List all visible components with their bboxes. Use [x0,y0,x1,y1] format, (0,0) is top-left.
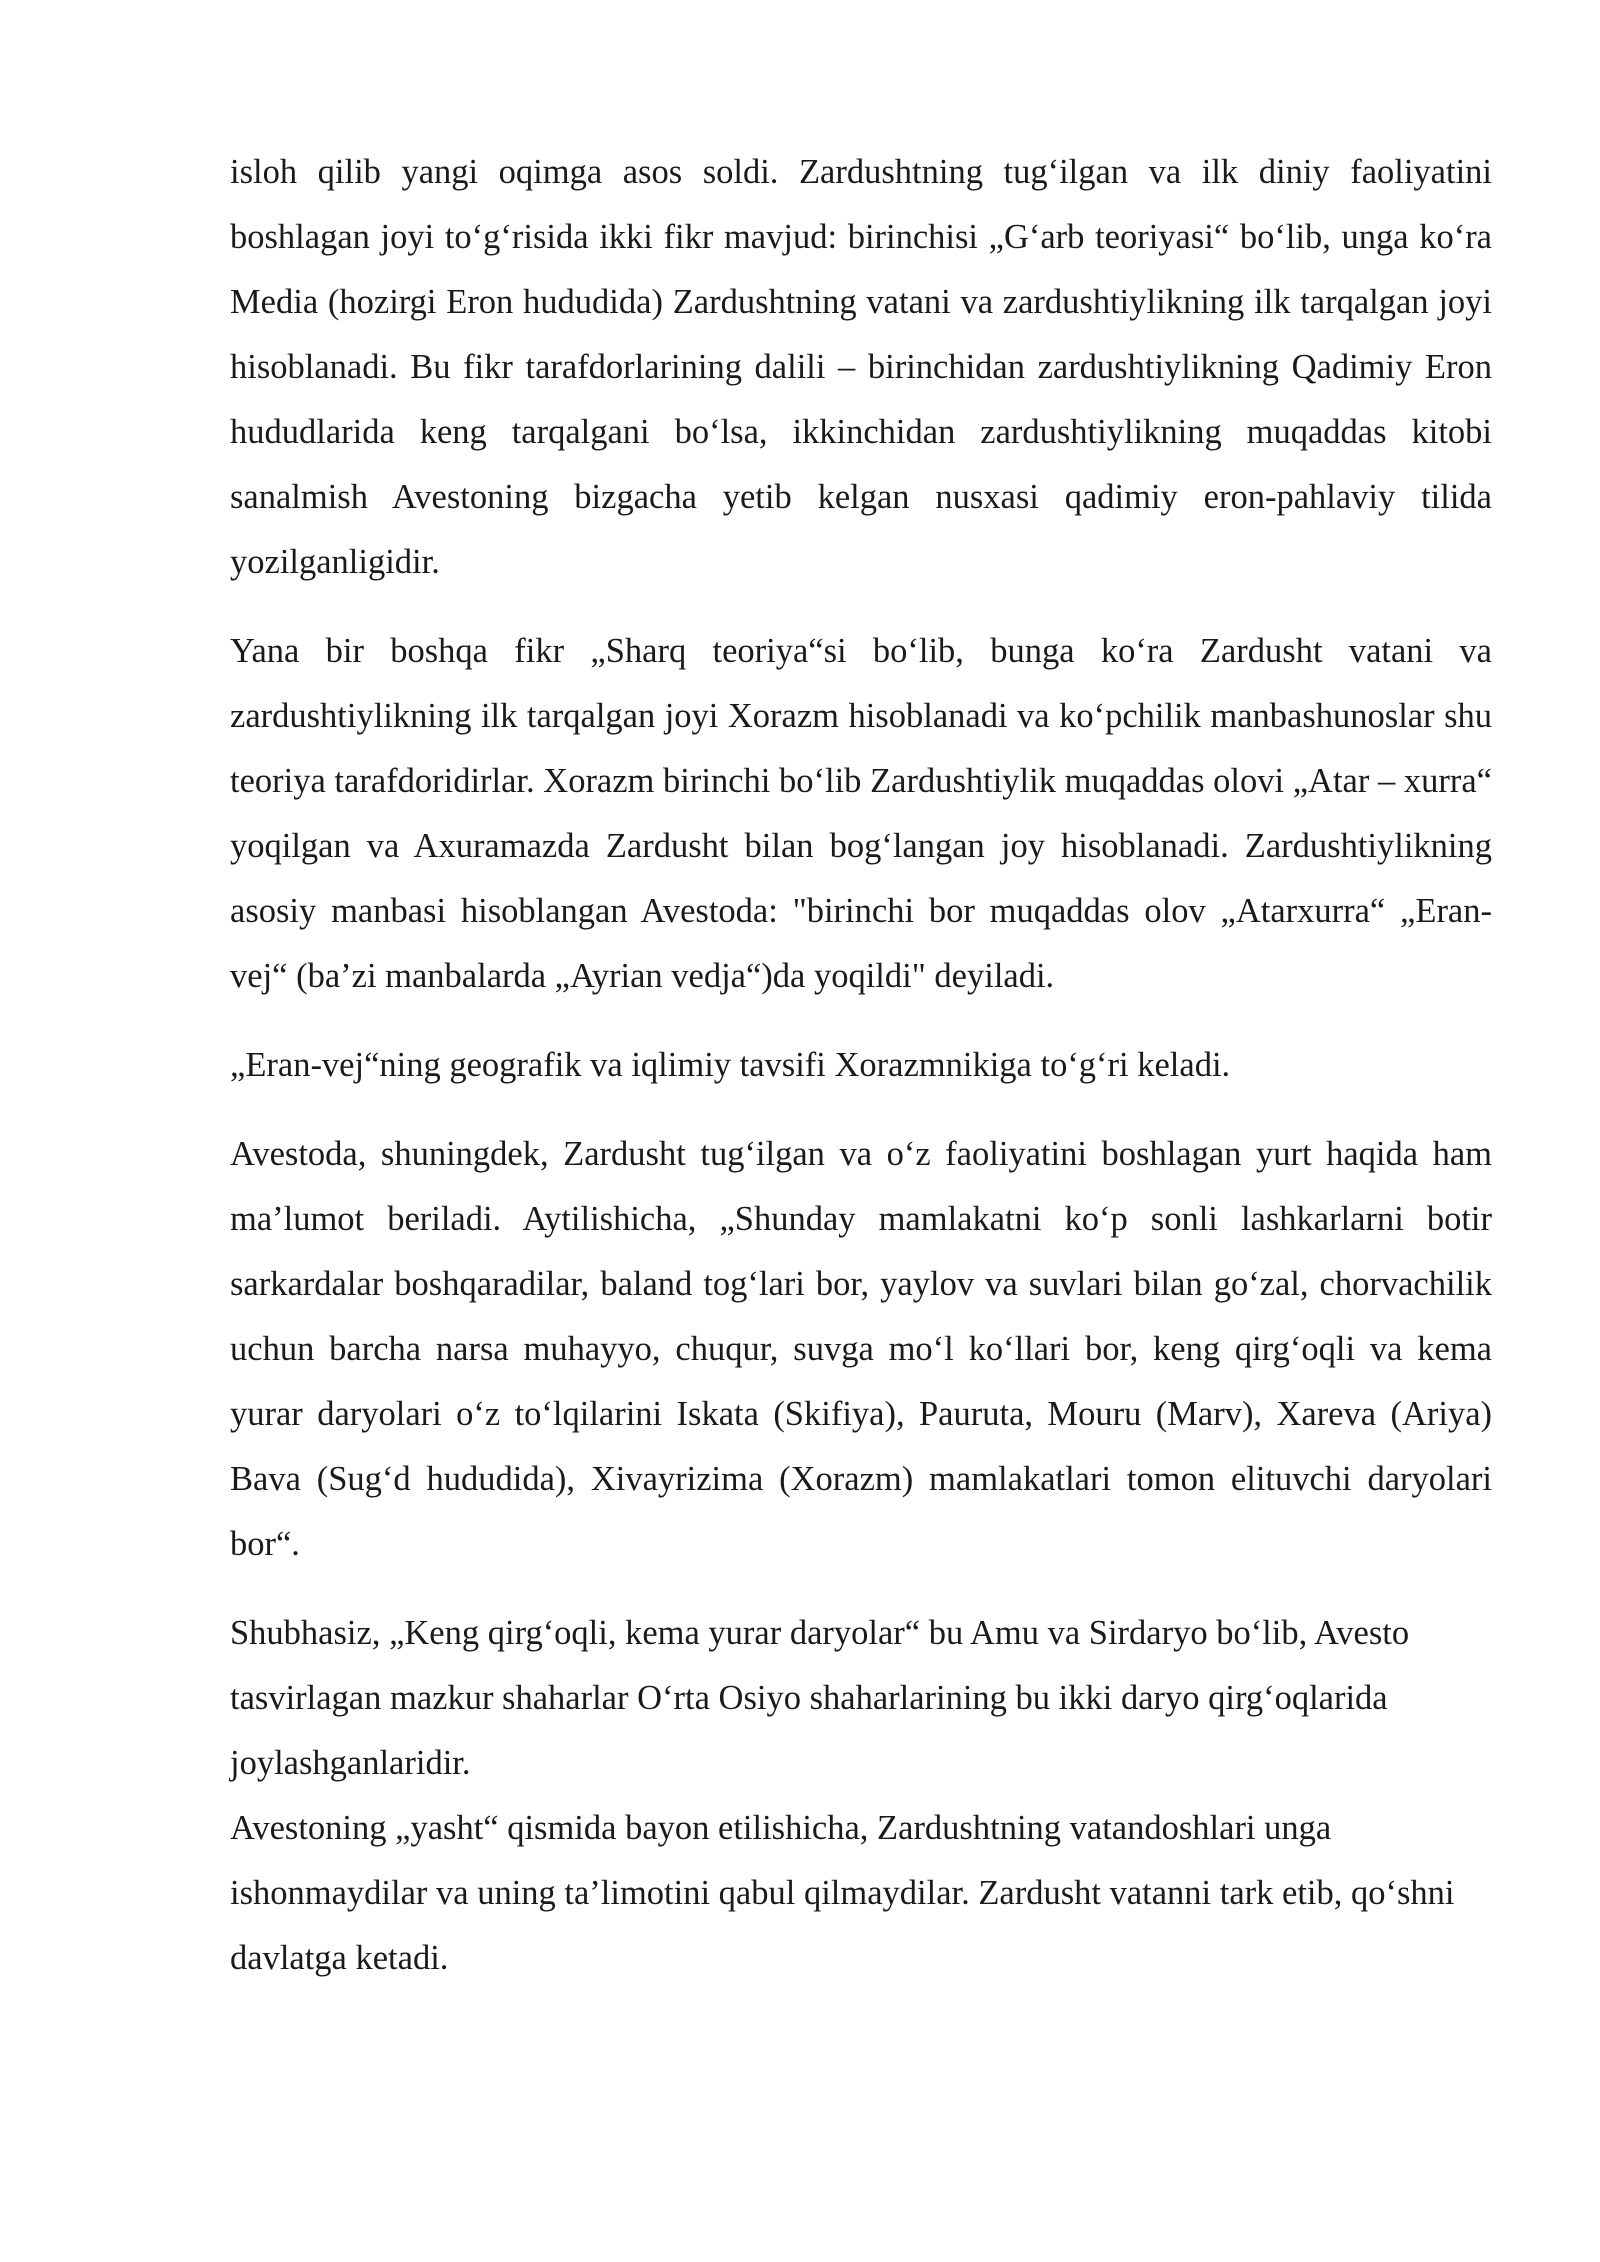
paragraph-5: Shubhasiz, „Keng qirg‘oqli, kema yurar daryolar“ bu Amu va Sirdaryo bo‘lib, Avesto tasvirlagan mazkur shaharlar O‘rta Osiyo shaharlarining bu ikki daryo qirg‘oqlarida joylashganlaridir. [230,1614,1410,1782]
paragraph-1: isloh qilib yangi oqimga asos soldi. Zardushtning tug‘ilgan va ilk diniy faoliyatini boshlagan joyi to‘g‘risida ikki fikr mavjud: birinchisi „G‘arb teoriyasi“ bo‘lib, unga ko‘ra Media (hozirgi Eron hududida) Zardushtning vatani va zardushtiylikning ilk tarqalgan joyi hisoblanadi. Bu fikr tarafdorlarining dalili – birinchidan zardushtiylikning Qadimiy Eron hududlarida keng tarqalgani bo‘lsa, ikkinchidan zardushtiylikning muqaddas kitobi sanalmish Avestoning bizgacha yetib kelgan nusxasi qadimiy eron-pahlaviy tilida yozilganligidir. [230,153,1492,581]
paragraph-3: „Eran-vej“ning geografik va iqlimiy tavsifi Xorazmnikiga to‘g‘ri keladi. [230,1046,1231,1084]
paragraph-6: Avestoning „yasht“ qismida bayon etilishicha, Zardushtning vatandoshlari unga ishonmaydilar va uning ta’limotini qabul qilmaydilar. Zardusht vatanni tark etib, qo‘shni davlatga ketadi. [230,1809,1455,1977]
paragraph-2: Yana bir boshqa fikr „Sharq teoriya“si bo‘lib, bunga ko‘ra Zardusht vatani va zardushtiylikning ilk tarqalgan joyi Xorazm hisoblanadi va ko‘pchilik manbashunoslar shu teoriya tarafdoridirlar. Xorazm birinchi bo‘lib Zardushtiylik muqaddas olovi „Atar – xurra“ yoqilgan va Axuramazda Zardusht bilan bog‘langan joy hisoblanadi. Zardushtiylikning asosiy manbasi hisoblangan Avestoda: "birinchi bor muqaddas olov „Atarxurra“ „Eran-vej“ (ba’zi manbalarda „Ayrian vedja“)da yoqildi" deyiladi. [230,632,1492,995]
document-body [230,140,1492,2015]
paragraph-4: Avestoda, shuningdek, Zardusht tug‘ilgan va o‘z faoliyatini boshlagan yurt haqida ham ma’lumot beriladi. Aytilishicha, „Shunday mamlakatni ko‘p sonli lashkarlarni botir sarkardalar boshqaradilar, baland tog‘lari bor, yaylov va suvlari bilan go‘zal, chorvachilik uchun barcha narsa muhayyo, chuqur, suvga mo‘l ko‘llari bor, keng qirg‘oqli va kema yurar daryolari o‘z to‘lqilarini Iskata (Skifiya), Pauruta, Mouru (Marv), Xareva (Ariya) Bava (Sug‘d hududida), Xivayrizima (Xorazm) mamlakatlari tomon elituvchi daryolari bor“. [230,1135,1492,1563]
